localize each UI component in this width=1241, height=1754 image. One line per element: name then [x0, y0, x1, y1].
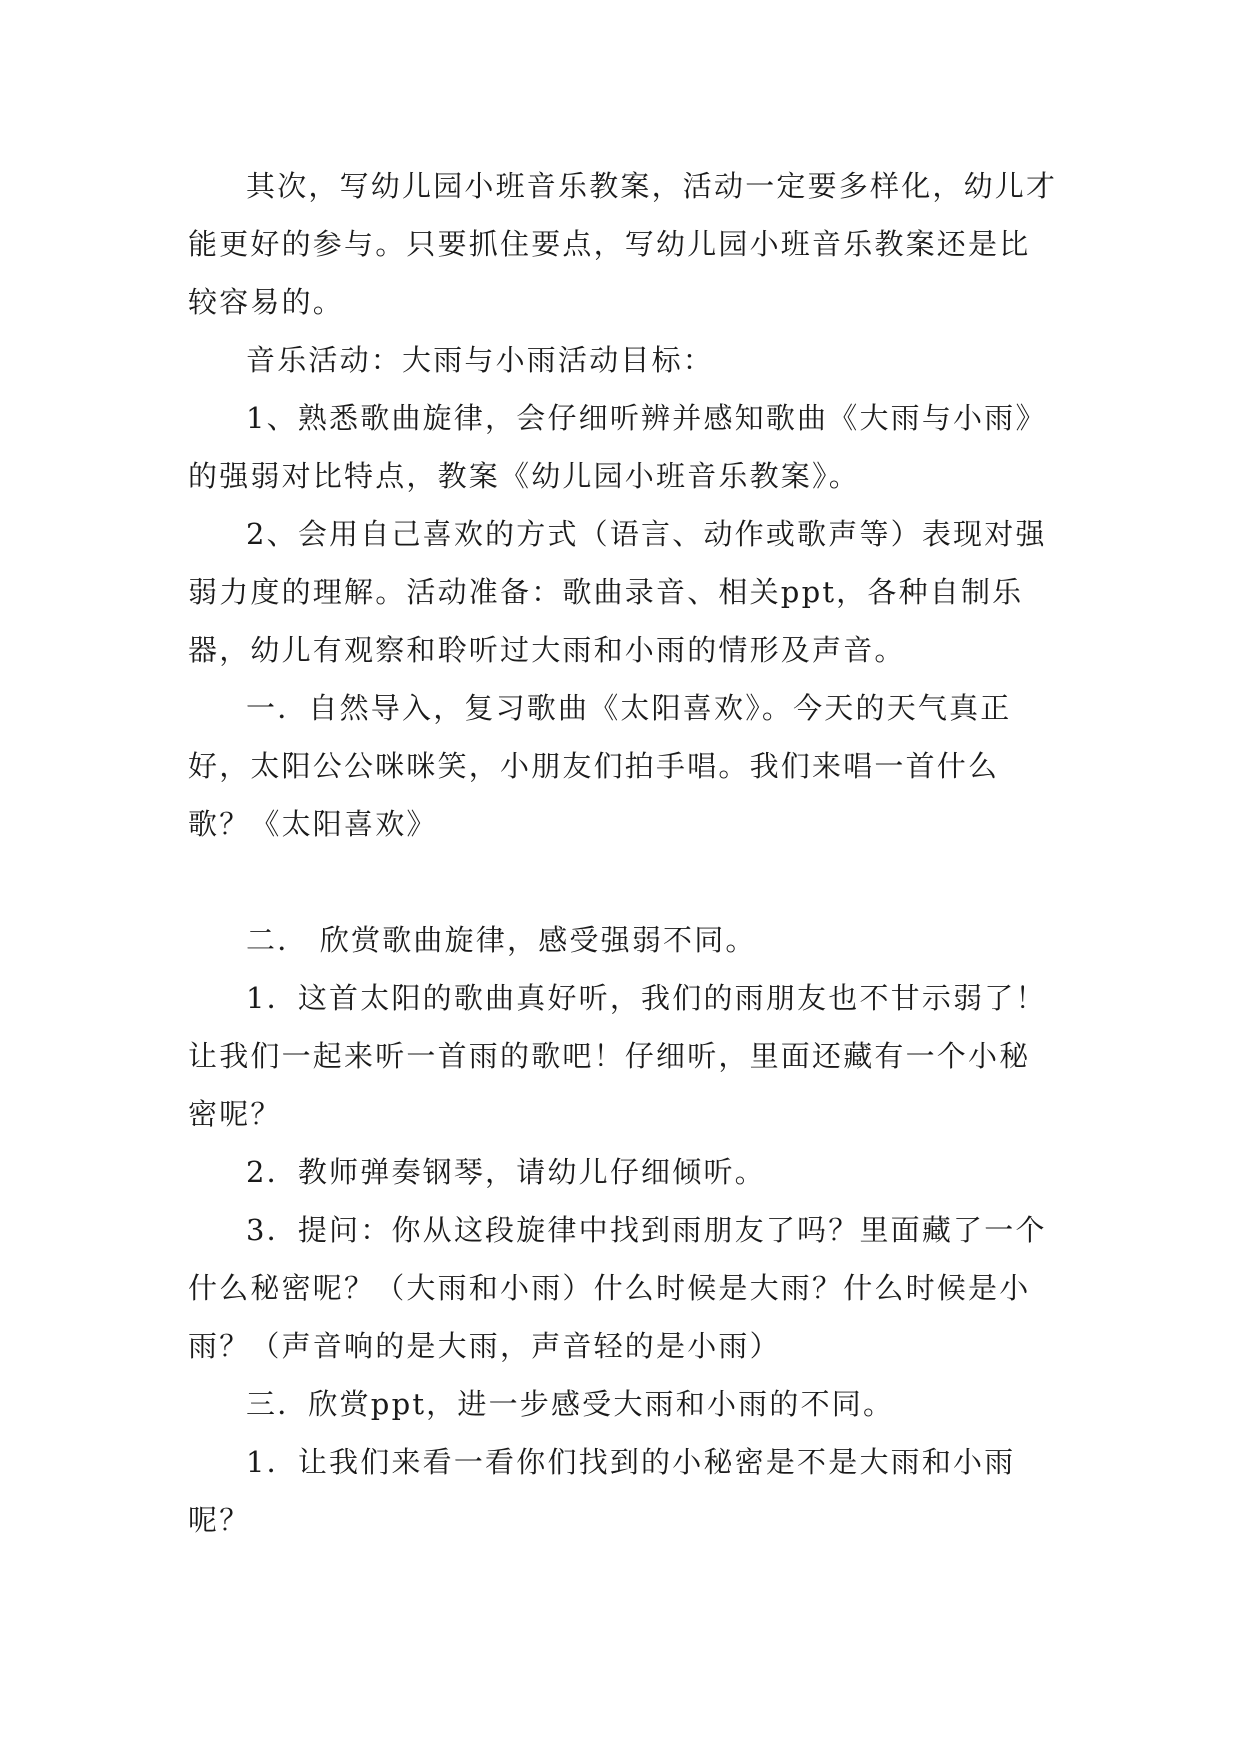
paragraph-step-3: 三．欣赏ppt，进一步感受大雨和小雨的不同。 [246, 1387, 895, 1421]
document-body [188, 157, 1058, 1549]
paragraph-step-3-1: 1．让我们来看一看你们找到的小秘密是不是大雨和小雨呢？ [188, 1445, 1016, 1537]
paragraph-step-2-3: 3．提问：你从这段旋律中找到雨朋友了吗？里面藏了一个什么秘密呢？（大雨和小雨）什么时候是大雨？什么时候是小雨？（声音响的是大雨，声音轻的是小雨） [188, 1213, 1047, 1363]
paragraph-goal-2: 2、会用自己喜欢的方式（语言、动作或歌声等）表现对强弱力度的理解。活动准备：歌曲录音、相关ppt，各种自制乐器，幼儿有观察和聆听过大雨和小雨的情形及声音。 [188, 517, 1047, 667]
paragraph-intro: 其次，写幼儿园小班音乐教案，活动一定要多样化，幼儿才能更好的参与。只要抓住要点，写幼儿园小班音乐教案还是比较容易的。 [188, 169, 1058, 319]
paragraph-step-1: 一．自然导入，复习歌曲《太阳喜欢》。今天的天气真正好，太阳公公咪咪笑，小朋友们拍手唱。我们来唱一首什么歌？《太阳喜欢》 [188, 691, 1012, 841]
paragraph-activity-title: 音乐活动：大雨与小雨活动目标： [246, 343, 715, 377]
paragraph-step-2-1: 1．这首太阳的歌曲真好听，我们的雨朋友也不甘示弱了！让我们一起来听一首雨的歌吧！仔细听，里面还藏有一个小秘密呢？ [188, 981, 1047, 1131]
paragraph-step-2: 二． 欣赏歌曲旋律，感受强弱不同。 [246, 923, 757, 957]
paragraph-step-2-2: 2．教师弹奏钢琴，请幼儿仔细倾听。 [246, 1155, 766, 1189]
paragraph-goal-1: 1、熟悉歌曲旋律，会仔细听辨并感知歌曲《大雨与小雨》的强弱对比特点，教案《幼儿园小班音乐教案》。 [188, 401, 1047, 493]
blank-line [188, 853, 1058, 911]
